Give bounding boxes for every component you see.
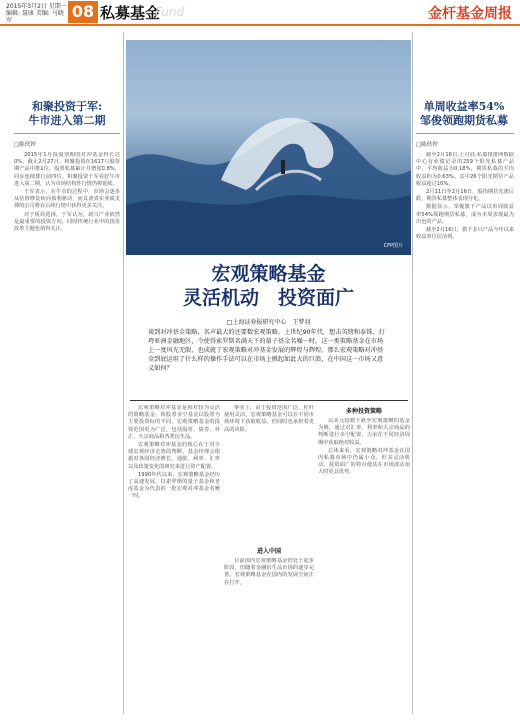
column-divider [123, 32, 124, 714]
paragraph: 于军表示，在牛市的过程中，市场会逐步从估值修复转向盈利驱动，而具备真实业绩支撑的公司将在后续行情中获得更多关注。 [14, 189, 120, 210]
section-watermark: Fund [155, 5, 185, 19]
right-byline: □陈伙钟 [416, 142, 438, 148]
date-line: 2015年3月2日 星期一 [6, 3, 67, 10]
paragraph: 目前国内宏观策略基金仍处于起步阶段，但随着金融衍生品市场的逐步完善，宏观策略基金在国内的发展空间正在打开。 [224, 558, 314, 586]
hero-photo [126, 40, 411, 255]
paragraph: 对于板块选择，于军认为，新兴产业依然是最重要的投资方向，同时传统行业中的国企改革主题也值得关注。 [14, 211, 120, 233]
surfer-figure [281, 160, 285, 174]
subhead-enter-china: 进入中国 [256, 548, 281, 555]
page-number: 08 [68, 1, 98, 23]
right-headline-line-2: 邹俊领跑期货私募 [420, 114, 508, 127]
paragraph: 2015年1月投股票期的对冲基金得长达0%，截止2月27日，和聚投资在1617只股票期产品中排1位，股票私募累计月增加0.8%，同步连续排行前四位。和聚投资于军看好牛市进入第二期，认为市场结构性行情仍将延续。 [14, 152, 120, 187]
left-headline-line-1: 和聚投资于军: [31, 100, 103, 113]
left-divider [14, 133, 120, 134]
paragraph: 数据显示，邹俊旗下产品以单周收益率54%领跑期货私募，成为本周表现最为出色的产品。 [416, 204, 514, 225]
paragraph: 宏观策略对冲基金的核心在于对全球宏观经济走势的判断，基金经理会根据对各国经济增长、通胀、利率、汇率以及政策变化的研究来进行资产配置。 [128, 442, 220, 470]
left-headline-line-2: 牛市进入第二期 [28, 114, 106, 127]
subhead-strategies: 多种投资策略 [345, 408, 382, 415]
page-header [0, 0, 520, 26]
paragraph: 以美元指数下跌至宏观策略的基金为例，通过对汇率、利率和大宗商品的判断进行多空配置，力求在不同经济周期中获取绝对收益。 [318, 418, 410, 446]
column-divider [412, 32, 413, 714]
paragraph: 宏观策略对冲基金是相对较为灵活的策略基金，和股票多空基金以股票为主要投资标的不同，宏观策略基金的投资范围更为广泛，包括股票、债券、外汇、大宗商品和各类衍生品。 [128, 405, 220, 440]
main-byline: □上海证券报研究中心 王梦羽 [226, 319, 311, 326]
right-divider [416, 133, 514, 134]
paragraph: 截至2月16日,上月底,私募排排网数据中心有业绩记录的259个阳光私募产品中，平均收益为0.18%，期货私募的平均收益约为0.63%。其中26个阳光期货产品收益超过10%。 [416, 152, 514, 187]
article-summary: 谈到对冲基金策略，名声最大的还要数宏观策略。上世纪90年代，想击英镑和泰铢、打垮亚洲金融地区，令使得索罗斯名满天下的量子基金名噪一时。这一类策略基金在市场上一度风光无限，也成就了宏观策略对冲基金发展的辉煌与辉煌。那么宏观策略对冲基金到底运用了什么样的操作手法可以在市场上掀起如此大的巨浪，在中国这一市场又意义如何？ [148, 329, 385, 372]
main-headline [126, 262, 411, 310]
center-article-col-2 [224, 405, 314, 535]
newspaper-brand: 金杆基金周报 [428, 6, 512, 22]
editor-line: 编辑: 聂康 美编: 马晓军 [6, 10, 64, 24]
paragraph: 截至2月16日，旗下多只产品今年以来收益率位居前列。 [416, 227, 514, 241]
header-rule [0, 24, 520, 26]
paragraph: 1990年代以来，宏观策略基金经历了高速发展，以索罗斯的量子基金和老虎基金为代表的一批宏观对冲基金名噪一时。 [128, 471, 220, 500]
left-article-body [14, 152, 120, 712]
right-article-body [416, 152, 514, 712]
main-headline-line-1: 宏观策略基金 [211, 263, 326, 285]
right-headline [414, 100, 514, 128]
center-article-col-3 [318, 418, 410, 713]
center-article-col-2b [224, 558, 314, 713]
section-title: 私募基金 [100, 4, 161, 22]
main-headline-line-2: 灵活机动 投资面广 [182, 287, 354, 309]
paragraph: 2月11日至2月16日，股指期货先涨后跌，期货私募整体表现分化。 [416, 189, 514, 203]
wave-illustration [126, 40, 411, 255]
center-article-col-1 [128, 405, 220, 713]
right-headline-line-1: 单周收益率54% [423, 100, 505, 113]
left-headline [14, 100, 120, 128]
summary-divider [130, 400, 408, 401]
left-byline: □陈伙钟 [14, 142, 36, 148]
issue-date [6, 3, 68, 24]
paragraph: 事实上，由于投资范围广泛、杠杆使用灵活，宏观策略基金可以在不同市场环境下获取收益。但同时也承担着更高的风险。 [224, 405, 314, 433]
paragraph: 总体来看，宏观策略对冲基金在国内私募市场中仍属小众，但其灵活机动、投资面广的特点使其在市场波动加大时更具优势。 [318, 447, 410, 476]
photo-credit: CFP图片 [383, 243, 403, 249]
